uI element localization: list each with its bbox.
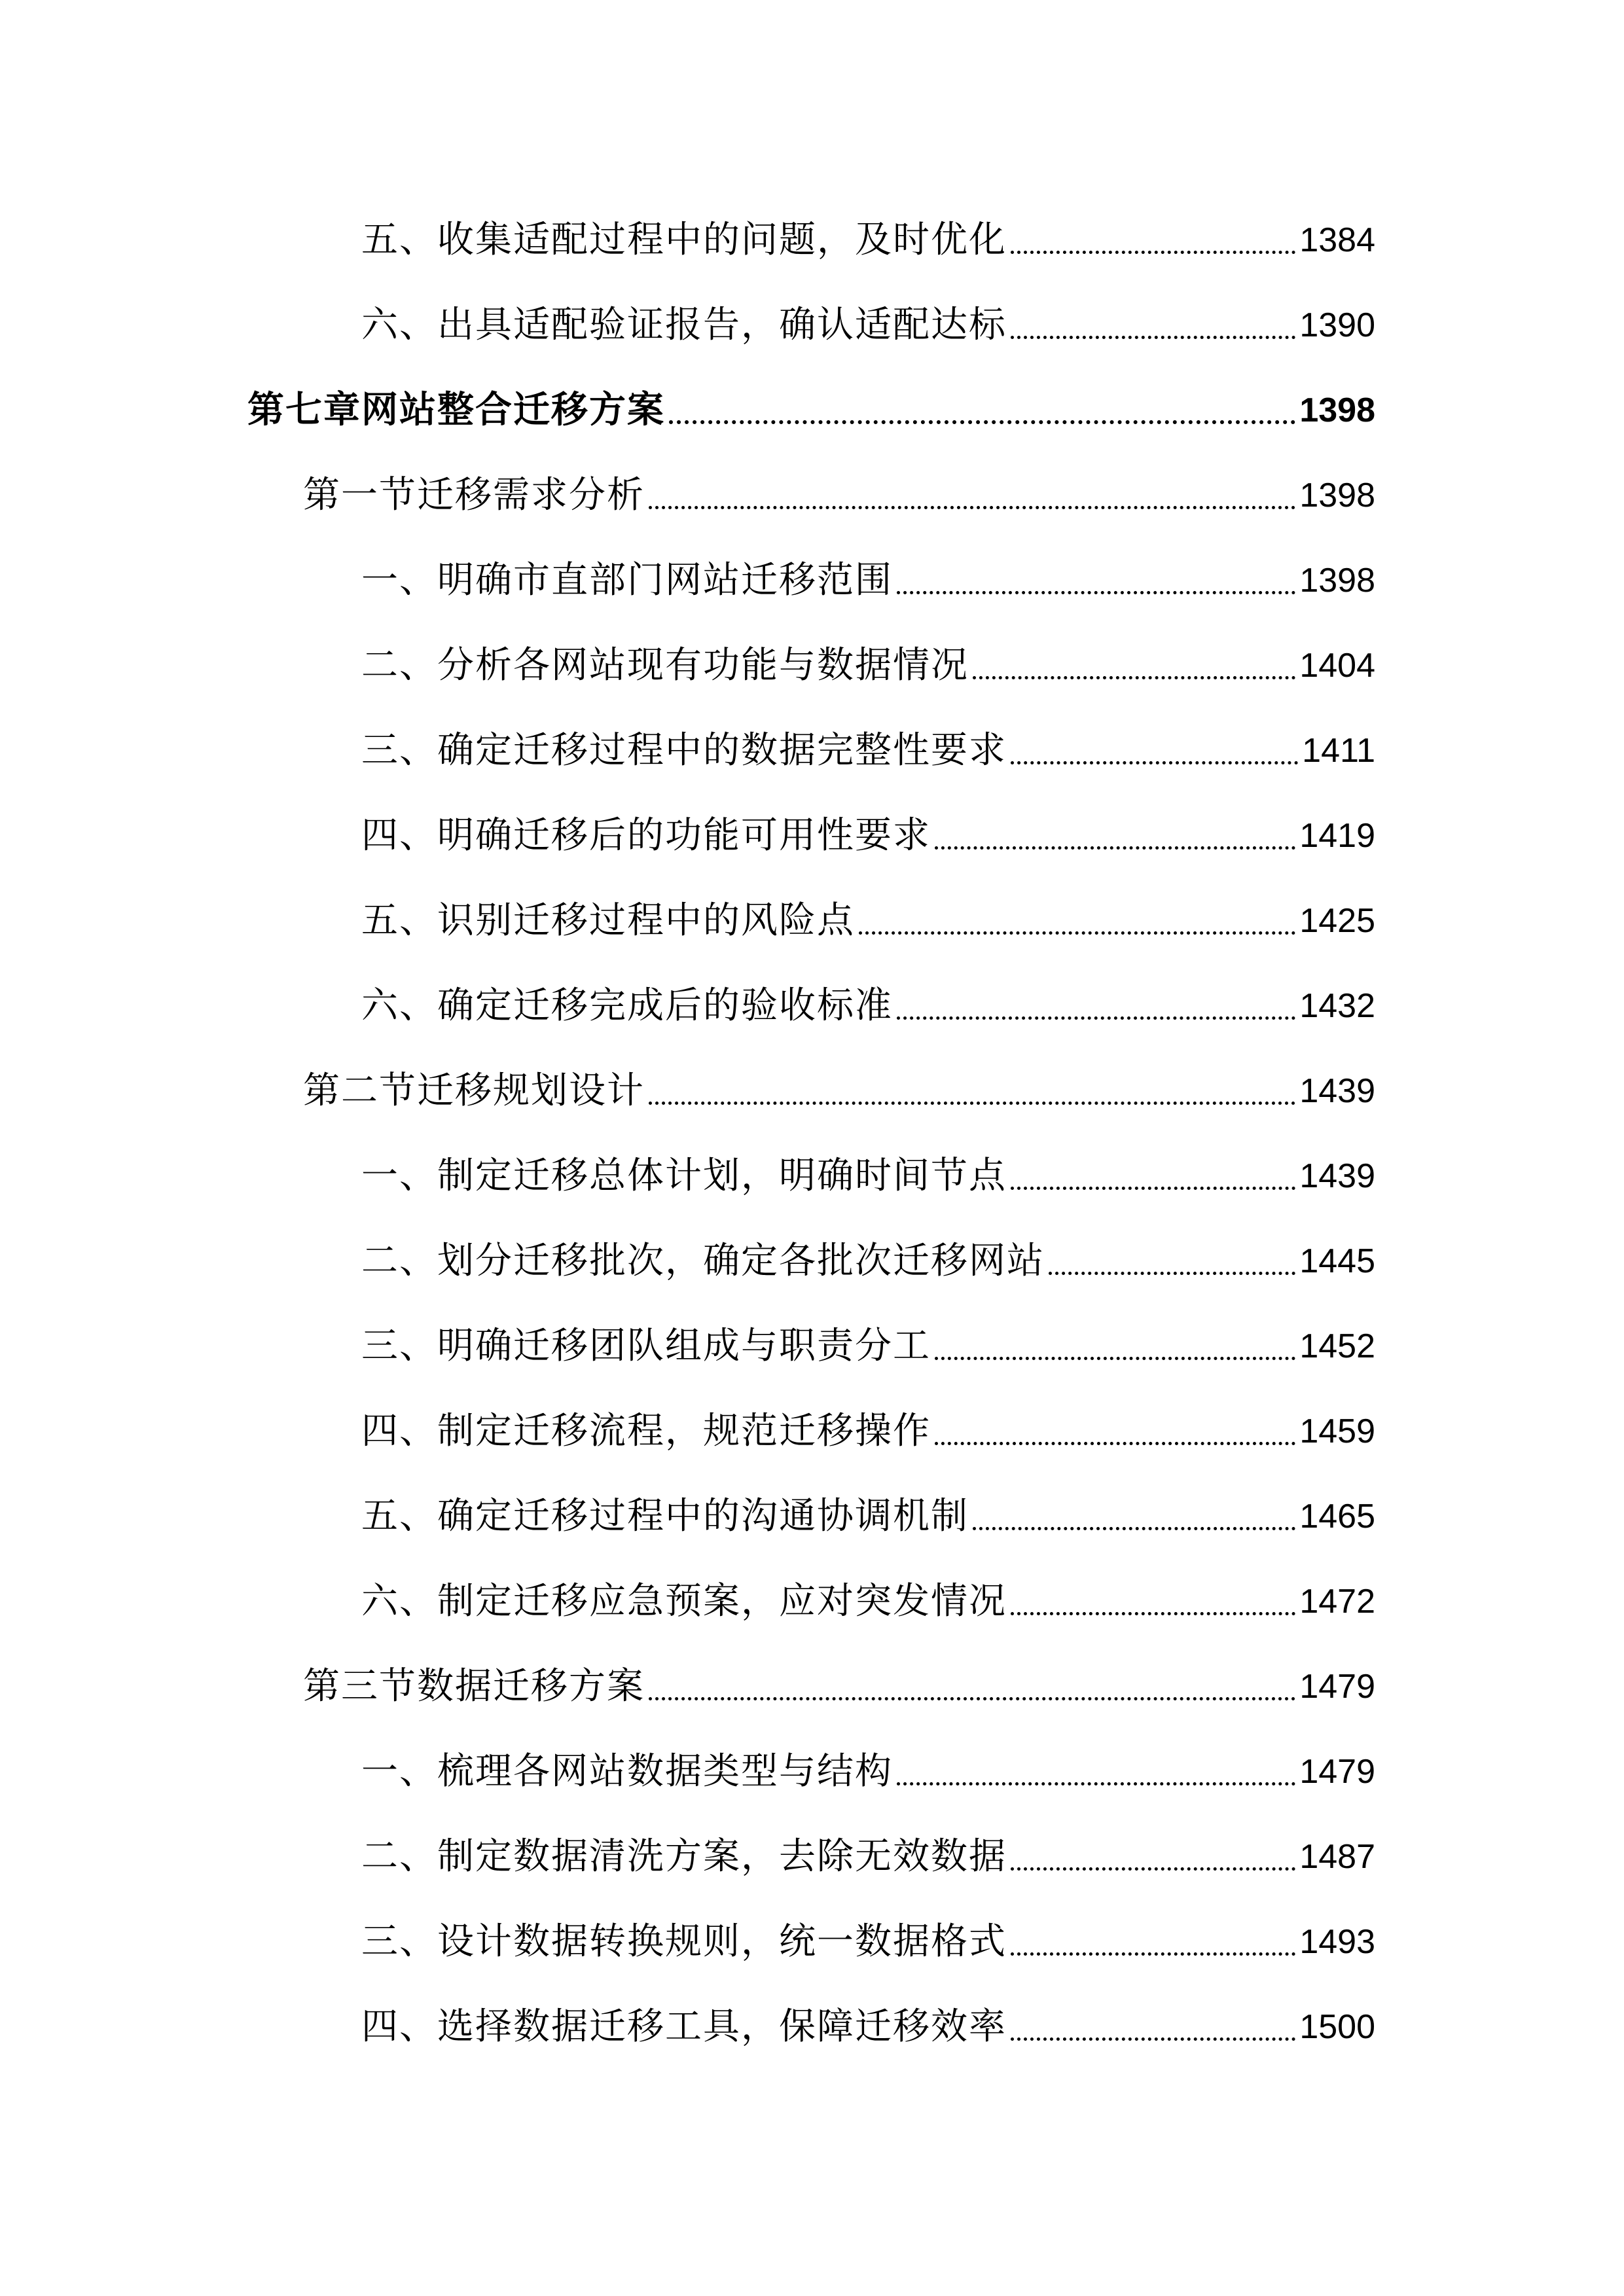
toc-entry-page: 1493 <box>1299 1923 1375 1961</box>
toc-entry[interactable] <box>361 1998 1375 2056</box>
toc-entry[interactable] <box>361 1572 1375 1631</box>
dot-leader <box>1011 211 1295 270</box>
toc-entry-page: 1398 <box>1299 476 1375 514</box>
toc-entry-page: 1487 <box>1299 1838 1375 1876</box>
toc-chapter-entry[interactable] <box>247 381 1375 440</box>
toc-entry[interactable] <box>361 1912 1375 1971</box>
toc-entry-title: 一、梳理各网站数据类型与结构 <box>361 1750 893 1793</box>
dot-leader <box>935 1317 1295 1376</box>
toc-entry-title: 第七章网站整合迁移方案 <box>247 389 665 431</box>
dot-leader <box>669 381 1295 440</box>
dot-leader <box>897 1742 1295 1801</box>
toc-entry[interactable] <box>361 1827 1375 1886</box>
toc-section-entry[interactable] <box>303 1657 1375 1716</box>
toc-entry-title: 五、确定迁移过程中的沟通协调机制 <box>361 1495 969 1537</box>
dot-leader <box>649 1657 1295 1716</box>
toc-entry-page: 1398 <box>1299 391 1375 429</box>
toc-entry[interactable] <box>361 806 1375 865</box>
dot-leader <box>935 806 1295 865</box>
toc-entry-title: 四、制定迁移流程，规范迁移操作 <box>361 1410 931 1452</box>
dot-leader <box>973 1487 1295 1546</box>
toc-entry[interactable] <box>361 551 1375 610</box>
toc-entry-title: 第三节数据迁移方案 <box>303 1665 645 1708</box>
dot-leader <box>897 977 1295 1035</box>
dot-leader <box>1011 1998 1295 2056</box>
toc-entry-page: 1465 <box>1299 1498 1375 1535</box>
toc-entry-title: 六、确定迁移完成后的验收标准 <box>361 984 893 1027</box>
toc-entry[interactable] <box>361 721 1375 780</box>
toc-entry-page: 1479 <box>1299 1668 1375 1706</box>
toc-entry-title: 第二节迁移规划设计 <box>303 1069 645 1112</box>
toc-entry-title: 三、设计数据转换规则，统一数据格式 <box>361 1920 1007 1963</box>
dot-leader <box>1011 1827 1295 1886</box>
dot-leader <box>859 891 1295 950</box>
toc-entry-title: 六、制定迁移应急预案，应对突发情况 <box>361 1580 1007 1623</box>
toc-entry[interactable] <box>361 1232 1375 1291</box>
toc-section-entry[interactable] <box>303 1062 1375 1121</box>
toc-entry-page: 1398 <box>1299 562 1375 600</box>
toc-entry-page: 1384 <box>1299 221 1375 259</box>
toc-entry[interactable] <box>361 1147 1375 1206</box>
toc-entry-title: 四、选择数据迁移工具，保障迁移效率 <box>361 2005 1007 2048</box>
toc-entry[interactable] <box>361 977 1375 1035</box>
toc-entry-title: 三、明确迁移团队组成与职责分工 <box>361 1325 931 1367</box>
toc-entry-page: 1452 <box>1299 1327 1375 1365</box>
toc-entry-page: 1500 <box>1299 2008 1375 2046</box>
toc-entry-page: 1411 <box>1302 732 1375 770</box>
toc-entry-page: 1432 <box>1299 987 1375 1025</box>
dot-leader <box>1011 1147 1295 1206</box>
toc-entry[interactable] <box>361 636 1375 695</box>
dot-leader <box>1011 1912 1295 1971</box>
toc-entry-page: 1390 <box>1299 306 1375 344</box>
toc-section-entry[interactable] <box>303 466 1375 525</box>
toc-entry-page: 1425 <box>1299 902 1375 940</box>
toc-entry-title: 第一节迁移需求分析 <box>303 474 645 516</box>
dot-leader <box>1011 296 1295 355</box>
toc-entry[interactable] <box>361 1742 1375 1801</box>
toc-entry-title: 二、制定数据清洗方案，去除无效数据 <box>361 1835 1007 1878</box>
toc-entry-page: 1445 <box>1299 1242 1375 1280</box>
toc-entry[interactable] <box>361 1487 1375 1546</box>
toc-entry-page: 1404 <box>1299 647 1375 685</box>
toc-entry-title: 五、收集适配过程中的问题，及时优化 <box>361 219 1007 261</box>
dot-leader <box>973 636 1295 695</box>
dot-leader <box>897 551 1295 610</box>
toc-entry-title: 五、识别迁移过程中的风险点 <box>361 899 855 942</box>
toc-entry-title: 四、明确迁移后的功能可用性要求 <box>361 814 931 857</box>
toc-entry-title: 一、制定迁移总体计划，明确时间节点 <box>361 1155 1007 1197</box>
toc-entry-title: 二、分析各网站现有功能与数据情况 <box>361 644 969 687</box>
toc-entry[interactable] <box>361 296 1375 355</box>
toc-entry-title: 三、确定迁移过程中的数据完整性要求 <box>361 729 1007 772</box>
toc-entry-page: 1472 <box>1299 1583 1375 1621</box>
toc-entry-page: 1439 <box>1299 1157 1375 1195</box>
toc-entry[interactable] <box>361 1402 1375 1461</box>
toc-entry-page: 1419 <box>1299 817 1375 855</box>
toc-entry[interactable] <box>361 1317 1375 1376</box>
toc-entry-page: 1439 <box>1299 1072 1375 1110</box>
toc-entry[interactable] <box>361 891 1375 950</box>
toc-entry-page: 1479 <box>1299 1753 1375 1791</box>
dot-leader <box>1011 721 1298 780</box>
dot-leader <box>649 1062 1295 1121</box>
dot-leader <box>1049 1232 1295 1291</box>
toc-entry-title: 一、明确市直部门网站迁移范围 <box>361 559 893 601</box>
toc-entry-title: 二、划分迁移批次，确定各批次迁移网站 <box>361 1240 1045 1282</box>
dot-leader <box>935 1402 1295 1461</box>
toc-entry-title: 六、出具适配验证报告，确认适配达标 <box>361 304 1007 346</box>
toc-entry-page: 1459 <box>1299 1412 1375 1450</box>
dot-leader <box>1011 1572 1295 1631</box>
toc-entry[interactable] <box>361 211 1375 270</box>
dot-leader <box>649 466 1295 525</box>
